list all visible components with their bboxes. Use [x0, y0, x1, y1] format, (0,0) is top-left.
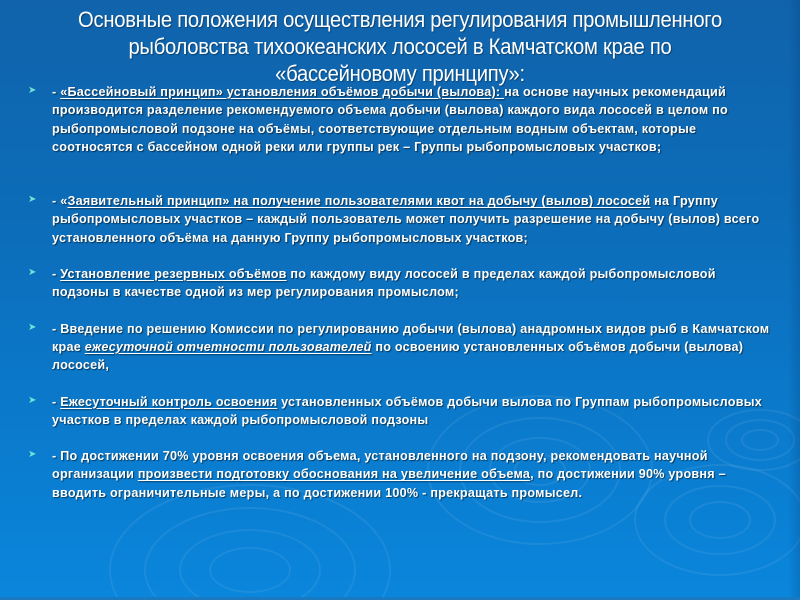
arrowhead-bullet-icon: ➤	[28, 321, 37, 333]
list-item-text: - По достижении 70% уровня освоения объема, установленного на подзону, рекомендовать научной организации произвести подготовку обоснования на увеличение объема, по достижении 90% уровня – вводить ограничительные меры, а по достижении 100% - прекращать промысел.	[52, 449, 726, 500]
list-item-application-principle	[24, 192, 774, 247]
list-item-daily-reporting	[24, 320, 774, 375]
list-item-basin-principle	[24, 83, 774, 156]
list-item-text: - «Бассейновый принцип» установления объёмов добычи (вылова): на основе научных рекомендаций производится разделение рекомендуемого объема добычи (вылова) каждого вида лососей в целом по рыбопромысловой подзоне на объёмы, соответствующие отдельным водным объектам, которые соотносятся с бассейном одной реки или группы рек – Группы рыбопромысловых участков;	[52, 85, 728, 154]
bullet-list	[24, 83, 774, 502]
underlined-term: ежесуточной отчетности пользователей	[84, 339, 372, 354]
list-item-threshold-measures	[24, 447, 774, 502]
right-edge-band	[788, 0, 800, 600]
underlined-term: произвести подготовку обоснования на увеличение объема	[137, 467, 531, 482]
list-item-text: - Установление резервных объёмов по каждому виду лососей в пределах каждой рыбопромысловой подзоны в качестве одной из мер регулирования промыслом;	[52, 267, 716, 300]
slide-title: Основные положения осуществления регулирования промышленного рыболовства тихоокеанских лососей в Камчатском крае по «бассейновому принципу»:	[78, 7, 722, 86]
list-item-text: - «Заявительный принцип» на получение пользователями квот на добычу (вылов) лососей на Группу рыбопромысловых участков – каждый пользователь может получить разрешение на добычу (вылов) всего установленного объёма на данную Группу рыбопромысловых участков;	[52, 194, 760, 245]
arrowhead-bullet-icon: ➤	[28, 194, 37, 206]
list-item-text: - Введение по решению Комиссии по регулированию добычи (вылова) анадромных видов рыб в Камчатском крае ежесуточной отчетности пользователей по освоению установленных объёмов добычи (вылова) лососей,	[52, 321, 770, 373]
arrowhead-bullet-icon: ➤	[28, 449, 37, 461]
arrowhead-bullet-icon: ➤	[28, 85, 37, 96]
underlined-term: Установление резервных объёмов	[60, 267, 287, 282]
list-item-daily-control	[24, 393, 774, 430]
list-item-text: - Ежесуточный контроль освоения установленных объёмов добычи вылова по Группам рыбопромысловых участков в пределах каждой рыбопромысловой подзоны	[52, 394, 762, 427]
underlined-term: Заявительный принцип» на получение пользователями квот на добычу (вылов) лососей	[67, 194, 651, 209]
underlined-term: «Бассейновый принцип» установления объёмов добычи (вылова):	[60, 85, 505, 99]
underlined-term: Ежесуточный контроль освоения	[60, 394, 278, 409]
arrowhead-bullet-icon: ➤	[28, 394, 37, 406]
list-item-reserve-volumes	[24, 265, 774, 302]
arrowhead-bullet-icon: ➤	[28, 267, 37, 279]
